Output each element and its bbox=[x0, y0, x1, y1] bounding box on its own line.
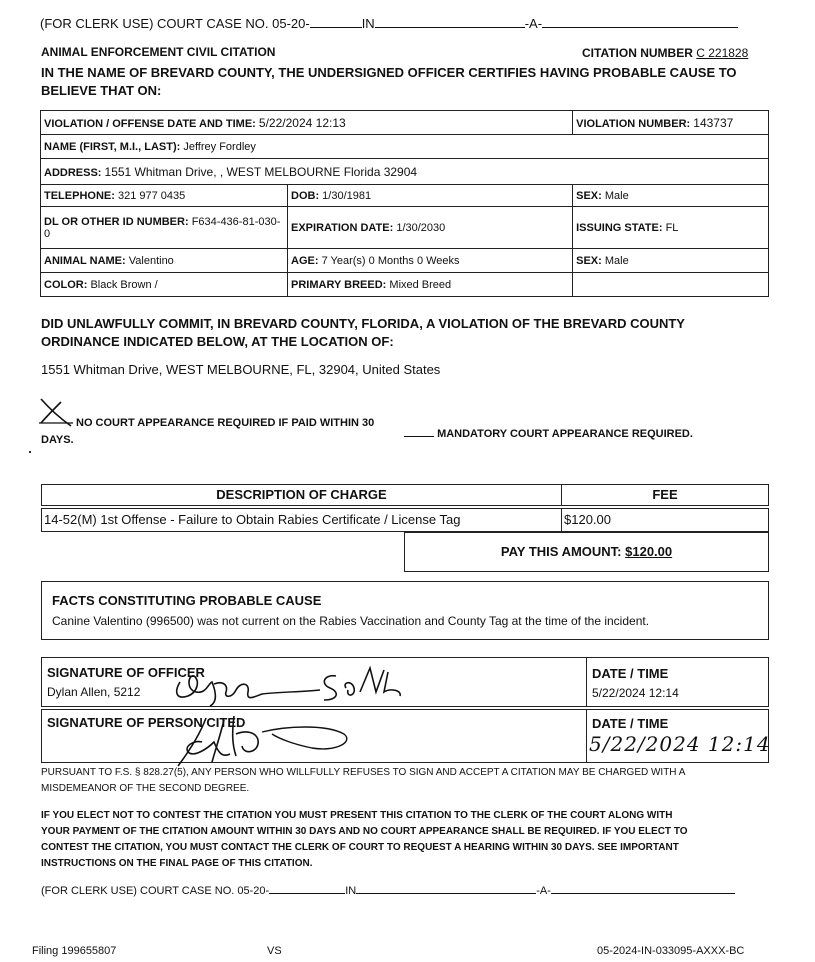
dob-label: DOB: bbox=[291, 189, 320, 202]
mandatory-blank bbox=[404, 427, 434, 437]
mandatory-court-option bbox=[404, 427, 693, 440]
person-signature-image bbox=[176, 712, 366, 768]
pay-amount-label: PAY THIS AMOUNT: bbox=[500, 544, 622, 559]
a-label: -A- bbox=[524, 16, 543, 31]
officer-date-cell bbox=[586, 657, 769, 707]
charge-description: 14-52(M) 1st Offense - Failure to Obtain Rabies Certificate / License Tag bbox=[41, 508, 562, 532]
color-value: Black Brown / bbox=[90, 278, 158, 291]
issuing-state-label: ISSUING STATE: bbox=[576, 221, 663, 234]
facts-box bbox=[41, 581, 769, 640]
officer-signature-image bbox=[170, 662, 410, 708]
address-label: ADDRESS: bbox=[44, 166, 102, 179]
violation-number-cell bbox=[573, 111, 769, 135]
color-cell bbox=[41, 273, 288, 297]
address-value: 1551 Whitman Drive, , WEST MELBOURNE Florida 32904 bbox=[104, 164, 418, 179]
expiration-value: 1/30/2030 bbox=[396, 221, 446, 234]
citation-number-block bbox=[582, 46, 748, 60]
bottom-blank-3 bbox=[551, 884, 735, 894]
animal-sex-value: Male bbox=[604, 254, 629, 267]
certify-statement-line1: IN THE NAME OF BREVARD COUNTY, THE UNDERSIGNED OFFICER CERTIFIES HAVING PROBABLE CAUSE TO bbox=[41, 65, 737, 80]
unlawful-statement-line2: ORDINANCE INDICATED BELOW, AT THE LOCATION OF: bbox=[41, 334, 394, 349]
issuing-state-cell bbox=[573, 207, 769, 249]
contest-text-line3: CONTEST THE CITATION, YOU MUST CONTACT THE CLERK OF COURT TO REQUEST A HEARING WITHIN 30 DAYS. SEE IMPORTANT bbox=[41, 842, 679, 853]
dl-cell bbox=[41, 207, 288, 249]
unlawful-statement-line1: DID UNLAWFULLY COMMIT, IN BREVARD COUNTY, FLORIDA, A VIOLATION OF THE BREVARD COUNTY bbox=[41, 316, 685, 331]
name-label: NAME (FIRST, M.I., LAST): bbox=[44, 140, 181, 153]
telephone-label: TELEPHONE: bbox=[44, 189, 115, 202]
violation-date-cell bbox=[41, 111, 573, 135]
age-label: AGE: bbox=[291, 254, 319, 267]
person-date-cell bbox=[586, 709, 769, 763]
name-value: Jeffrey Fordley bbox=[183, 140, 256, 153]
dl-label: DL OR OTHER ID NUMBER: bbox=[44, 215, 189, 228]
vs-label: VS bbox=[267, 945, 282, 957]
bottom-blank-1 bbox=[269, 884, 345, 894]
case-reference: 05-2024-IN-033095-AXXX-BC bbox=[597, 945, 745, 957]
clerk-case-label: (FOR CLERK USE) COURT CASE NO. 05-20- bbox=[40, 16, 310, 31]
expiration-label: EXPIRATION DATE: bbox=[291, 221, 394, 234]
officer-signature-label: SIGNATURE OF OFFICER bbox=[47, 665, 205, 680]
filing-number: Filing 199655807 bbox=[32, 945, 117, 957]
bottom-blank-2 bbox=[356, 884, 536, 894]
empty-cell bbox=[573, 273, 769, 297]
pursuant-text-line2: MISDEMEANOR OF THE SECOND DEGREE. bbox=[41, 783, 250, 794]
breed-cell bbox=[288, 273, 573, 297]
pay-amount-box bbox=[404, 532, 769, 572]
citation-number: C 221828 bbox=[696, 46, 749, 60]
breed-value: Mixed Breed bbox=[389, 278, 452, 291]
person-signature-label: SIGNATURE OF PERSON CITED bbox=[47, 715, 246, 730]
age-value: 7 Year(s) 0 Months 0 Weeks bbox=[321, 254, 460, 267]
animal-name-cell bbox=[41, 249, 288, 273]
case-blank-1 bbox=[310, 16, 362, 28]
sex-value: Male bbox=[604, 189, 629, 202]
address-cell bbox=[41, 159, 769, 185]
officer-date-label: DATE / TIME bbox=[592, 666, 669, 681]
citation-number-label: CITATION NUMBER bbox=[582, 46, 693, 60]
breed-label: PRIMARY BREED: bbox=[291, 278, 387, 291]
x-checkmark-icon bbox=[37, 396, 77, 430]
in-label-bottom: IN bbox=[345, 885, 357, 897]
violation-number-label: VIOLATION NUMBER: bbox=[576, 117, 691, 130]
animal-name-value: Valentino bbox=[128, 254, 174, 267]
clerk-case-label-bottom: (FOR CLERK USE) COURT CASE NO. 05-20- bbox=[41, 885, 270, 897]
pay-amount-value: $120.00 bbox=[625, 544, 673, 559]
citation-info-table bbox=[40, 110, 769, 297]
sex-label: SEX: bbox=[576, 189, 602, 202]
charge-fee: $120.00 bbox=[561, 508, 769, 532]
clerk-case-line-bottom bbox=[41, 884, 735, 897]
citation-title: ANIMAL ENFORCEMENT CIVIL CITATION bbox=[41, 45, 276, 59]
contest-text-line1: IF YOU ELECT NOT TO CONTEST THE CITATION YOU MUST PRESENT THIS CITATION TO THE CLERK OF THE COURT ALONG WITH bbox=[41, 810, 673, 821]
violation-location: 1551 Whitman Drive, WEST MELBOURNE, FL, 32904, United States bbox=[41, 362, 441, 377]
dob-value: 1/30/1981 bbox=[322, 189, 372, 202]
certify-statement-line2: BELIEVE THAT ON: bbox=[41, 83, 162, 98]
violation-date-value: 5/22/2024 12:13 bbox=[258, 115, 346, 130]
case-blank-3 bbox=[542, 16, 738, 28]
animal-name-label: ANIMAL NAME: bbox=[44, 254, 126, 267]
expiration-cell bbox=[288, 207, 573, 249]
no-court-appearance-days: DAYS. bbox=[41, 434, 74, 446]
facts-text: Canine Valentino (996500) was not current on the Rabies Vaccination and County Tag at the time of the incident. bbox=[52, 614, 650, 628]
no-court-appearance-option: NO COURT APPEARANCE REQUIRED IF PAID WITHIN 30 bbox=[76, 417, 375, 429]
in-label: IN bbox=[361, 16, 375, 31]
facts-title: FACTS CONSTITUTING PROBABLE CAUSE bbox=[52, 593, 322, 608]
contest-text-line2: YOUR PAYMENT OF THE CITATION AMOUNT WITHIN 30 DAYS AND NO COURT APPEARANCE SHALL BE REQUIRED. IF YOU ELECT TO bbox=[41, 826, 688, 837]
violation-date-label: VIOLATION / OFFENSE DATE AND TIME: bbox=[44, 117, 256, 130]
charges-section bbox=[41, 484, 769, 572]
contest-text-line4: INSTRUCTIONS ON THE FINAL PAGE OF THIS CITATION. bbox=[41, 858, 313, 869]
violation-number-value: 143737 bbox=[693, 115, 734, 130]
animal-sex-label: SEX: bbox=[576, 254, 602, 267]
color-label: COLOR: bbox=[44, 278, 88, 291]
issuing-state-value: FL bbox=[665, 221, 679, 234]
description-header: DESCRIPTION OF CHARGE bbox=[41, 484, 562, 506]
stray-mark bbox=[29, 451, 31, 453]
officer-date-value: 5/22/2024 12:14 bbox=[592, 686, 679, 700]
pursuant-text-line1: PURSUANT TO F.S. § 828.27(5), ANY PERSON WHO WILLFULLY REFUSES TO SIGN AND ACCEPT A CITATION MAY BE CHARGED WITH A bbox=[41, 767, 686, 778]
dl-value: F634-436-81-030-0 bbox=[44, 215, 281, 240]
a-label-bottom: -A- bbox=[536, 885, 551, 897]
sex-cell bbox=[573, 185, 769, 207]
dob-cell bbox=[288, 185, 573, 207]
name-cell bbox=[41, 135, 769, 159]
age-cell bbox=[288, 249, 573, 273]
animal-sex-cell bbox=[573, 249, 769, 273]
telephone-value: 321 977 0435 bbox=[117, 189, 186, 202]
clerk-case-line-top bbox=[40, 16, 738, 31]
officer-name: Dylan Allen, 5212 bbox=[47, 685, 141, 699]
case-blank-2 bbox=[375, 16, 525, 28]
telephone-cell bbox=[41, 185, 288, 207]
person-date-handwritten: 5/22/2024 12:14 bbox=[589, 732, 771, 756]
mandatory-court-label: MANDATORY COURT APPEARANCE REQUIRED. bbox=[437, 428, 693, 440]
person-date-label: DATE / TIME bbox=[592, 716, 669, 731]
fee-header: FEE bbox=[561, 484, 769, 506]
